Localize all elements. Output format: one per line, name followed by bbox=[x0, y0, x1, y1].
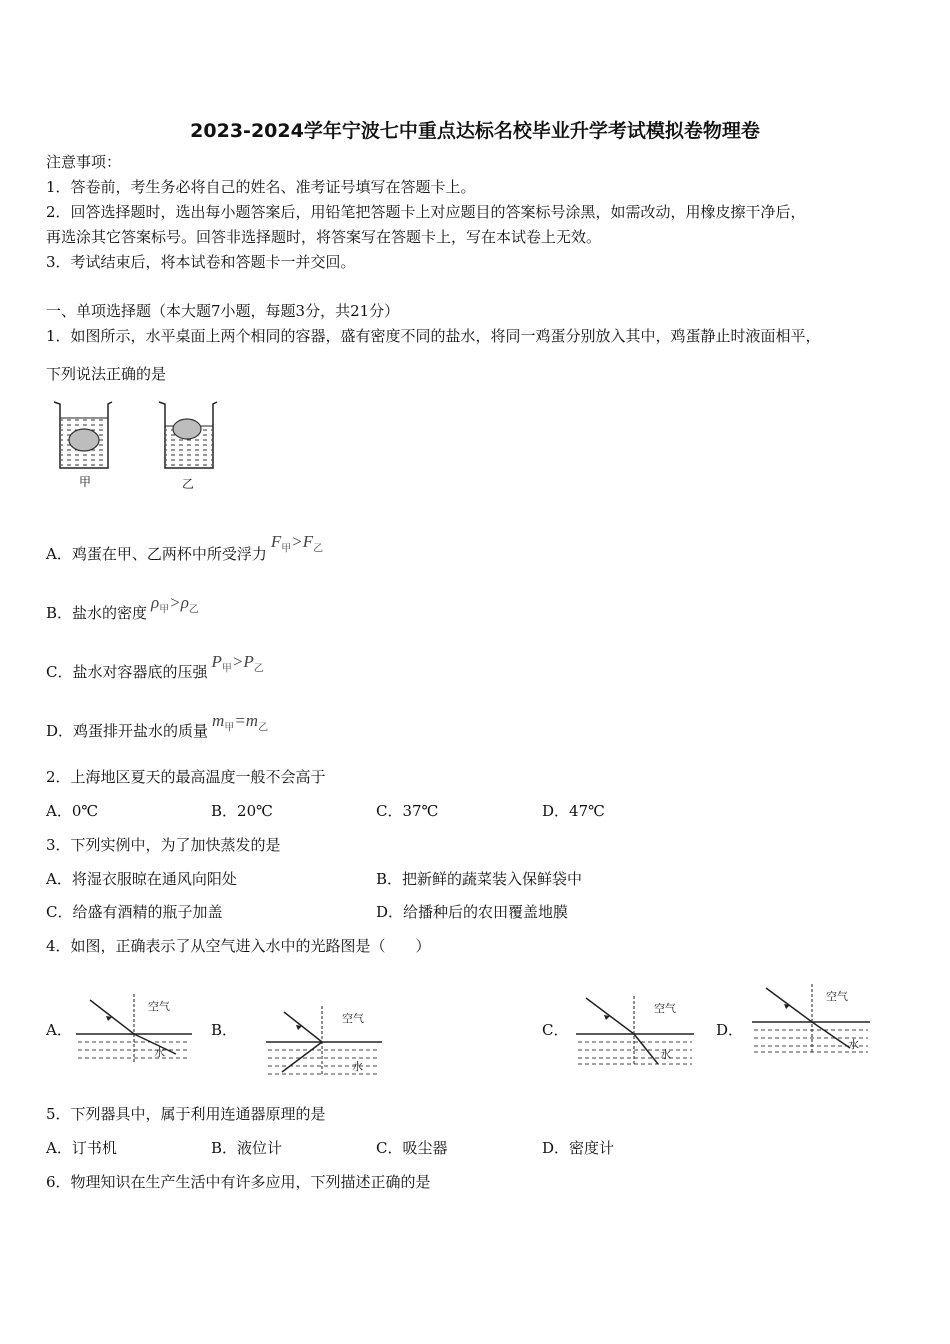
egg-right bbox=[173, 419, 201, 439]
q5-option-c[interactable]: C．吸尘器 bbox=[376, 1139, 448, 1157]
q4-option-d[interactable]: D． bbox=[716, 1021, 744, 1039]
water-label: 水 bbox=[848, 1038, 859, 1051]
q5-option-d[interactable]: D．密度计 bbox=[542, 1139, 615, 1157]
air-label: 空气 bbox=[148, 1000, 170, 1013]
section-heading: 一、单项选择题（本大题7小题，每题3分，共21分） bbox=[46, 302, 400, 320]
q2-option-d[interactable]: D．47℃ bbox=[542, 802, 605, 820]
notes-item: 2．回答选择题时，选出每小题答案后，用铅笔把答题卡上对应题目的答案标号涂黑，如需改动，用橡皮擦干净后， bbox=[46, 203, 806, 221]
option-d[interactable] bbox=[46, 711, 269, 747]
q3-option-d[interactable]: D．给播种后的农田覆盖地膜 bbox=[376, 903, 569, 921]
notes-item: 1．答卷前，考生务必将自己的姓名、准考证号填写在答题卡上。 bbox=[46, 178, 476, 196]
option-a[interactable] bbox=[46, 532, 324, 570]
light-diagram-b bbox=[264, 1004, 384, 1076]
q4-option-c[interactable]: C． bbox=[542, 1021, 569, 1039]
formula-d: $m_甲=m_乙$ bbox=[212, 711, 269, 734]
option-d-text: D．鸡蛋排开盐水的质量 bbox=[46, 722, 209, 740]
question-1-stem: 1．如图所示，水平桌面上两个相同的容器，盛有密度不同的盐水，将同一鸡蛋分别放入其中，鸡蛋静止时液面相平， bbox=[46, 327, 821, 345]
q3-option-c[interactable]: C．给盛有酒精的瓶子加盖 bbox=[46, 903, 223, 921]
beakers-figure bbox=[50, 398, 230, 494]
q3-option-a[interactable]: A．将湿衣服晾在通风向阳处 bbox=[46, 870, 237, 888]
option-b[interactable] bbox=[46, 593, 199, 629]
q5-option-b[interactable]: B．液位计 bbox=[211, 1139, 283, 1157]
beaker-label-left: 甲 bbox=[79, 475, 92, 489]
notes-heading: 注意事项： bbox=[46, 153, 122, 171]
option-b-text: B．盐水的密度 bbox=[46, 604, 148, 622]
q2-option-b[interactable]: B．20℃ bbox=[211, 802, 273, 820]
question-1-stem-cont: 下列说法正确的是 bbox=[46, 365, 167, 383]
air-label: 空气 bbox=[826, 990, 848, 1003]
q2-option-c[interactable]: C．37℃ bbox=[376, 802, 439, 820]
air-label: 空气 bbox=[342, 1012, 364, 1025]
water-label: 水 bbox=[154, 1046, 165, 1059]
option-a-text: A．鸡蛋在甲、乙两杯中所受浮力 bbox=[46, 545, 267, 563]
light-diagram-a bbox=[74, 992, 194, 1064]
formula-a: $F_甲>F_乙$ bbox=[270, 532, 324, 555]
air-label: 空气 bbox=[654, 1002, 676, 1015]
page-title: 2023-2024学年宁波七中重点达标名校毕业升学考试模拟卷物理卷 bbox=[190, 120, 760, 142]
formula-b: $\rho_甲>\rho_乙$ bbox=[151, 593, 199, 616]
q5-option-a[interactable]: A．订书机 bbox=[46, 1139, 117, 1157]
q4-option-a[interactable]: A． bbox=[46, 1021, 72, 1039]
option-c[interactable] bbox=[46, 652, 264, 688]
light-diagram-c bbox=[574, 994, 696, 1066]
water-label: 水 bbox=[660, 1048, 671, 1061]
q2-option-a[interactable]: A．0℃ bbox=[46, 802, 99, 820]
notes-item: 3．考试结束后，将本试卷和答题卡一并交回。 bbox=[46, 253, 356, 271]
question-3-stem: 3．下列实例中，为了加快蒸发的是 bbox=[46, 836, 281, 854]
water-label: 水 bbox=[352, 1060, 363, 1073]
question-6-stem: 6．物理知识在生产生活中有许多应用，下列描述正确的是 bbox=[46, 1173, 431, 1191]
question-2-stem: 2．上海地区夏天的最高温度一般不会高于 bbox=[46, 768, 326, 786]
beaker-right bbox=[159, 402, 217, 468]
question-4-stem: 4．如图，正确表示了从空气进入水中的光路图是（ ） bbox=[46, 937, 431, 955]
notes-item: 再选涂其它答案标号。回答非选择题时，将答案写在答题卡上，写在本试卷上无效。 bbox=[46, 228, 602, 246]
beaker-label-right: 乙 bbox=[182, 477, 195, 491]
formula-c: $P_甲>P_乙$ bbox=[211, 652, 264, 675]
beaker-left bbox=[54, 402, 112, 468]
light-diagram-d bbox=[750, 982, 872, 1056]
egg-left bbox=[69, 429, 99, 451]
question-5-stem: 5．下列器具中，属于利用连通器原理的是 bbox=[46, 1105, 326, 1123]
option-c-text: C．盐水对容器底的压强 bbox=[46, 663, 208, 681]
q3-option-b[interactable]: B．把新鲜的蔬菜装入保鲜袋中 bbox=[376, 870, 583, 888]
q4-option-b[interactable]: B． bbox=[211, 1021, 238, 1039]
